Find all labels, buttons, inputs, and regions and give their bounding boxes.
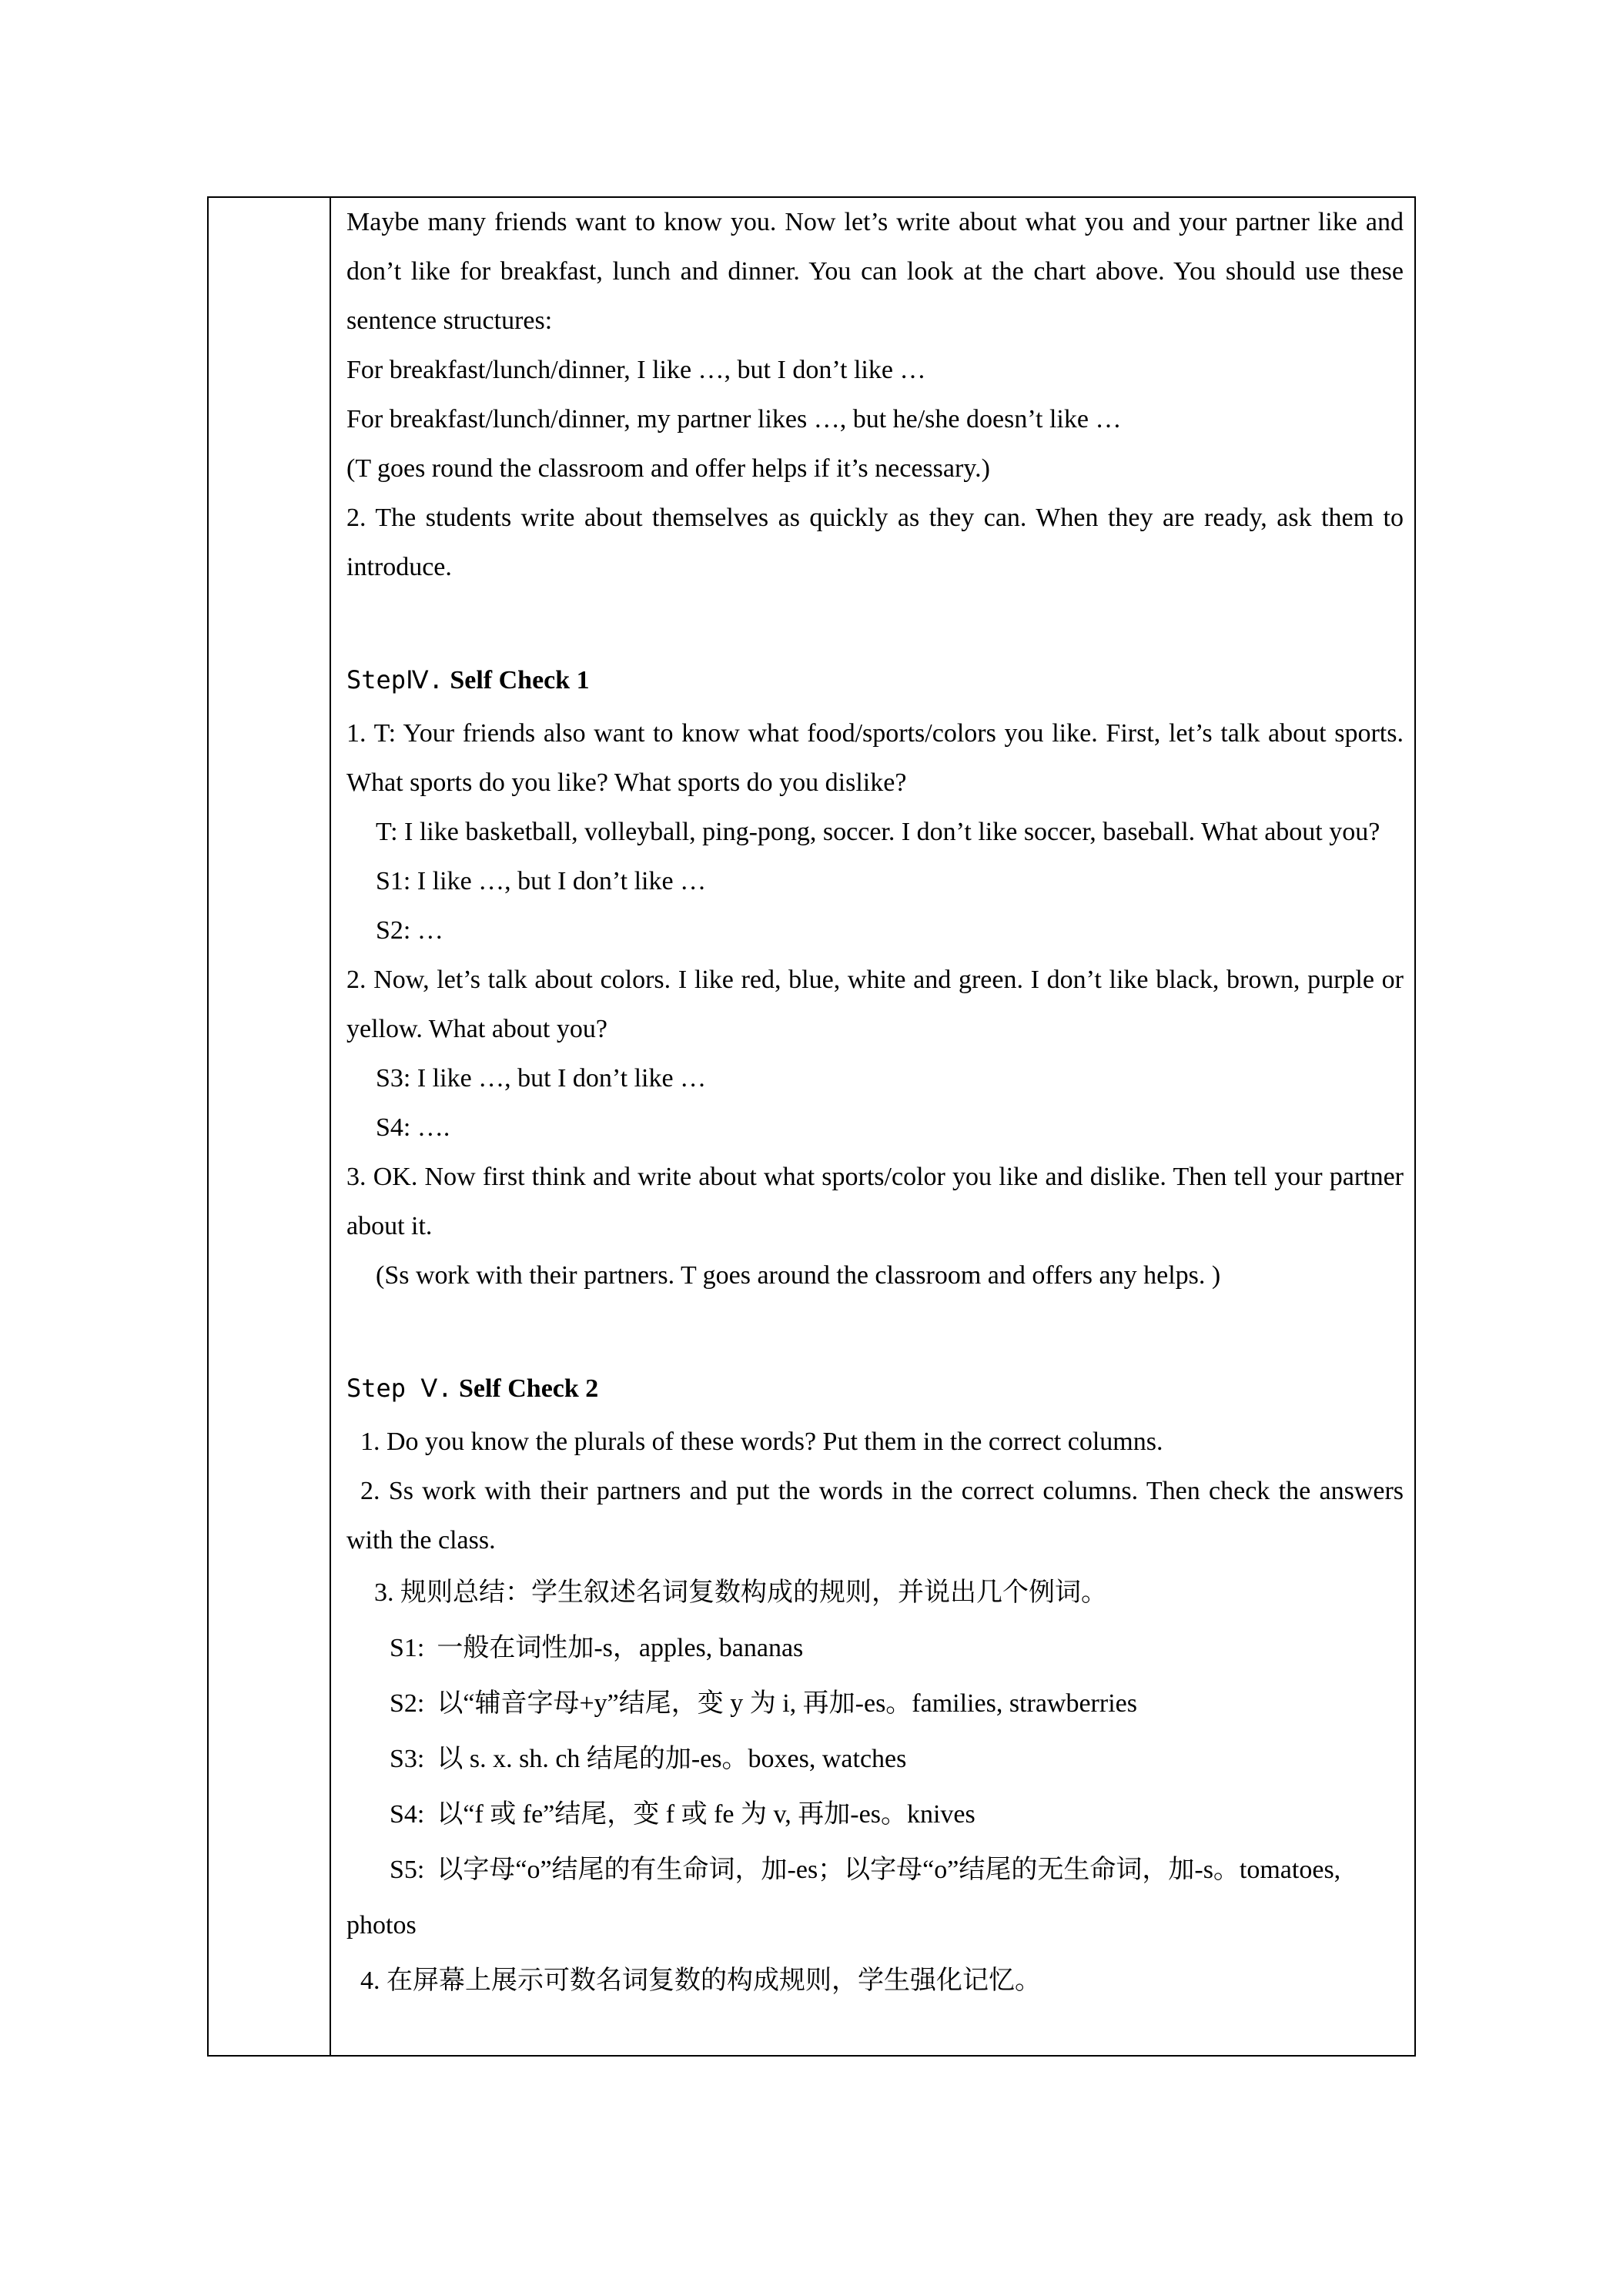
step-4-s2: S2: … bbox=[376, 916, 443, 945]
step-4-teacher-line: T: I like basketball, volleyball, ping-pong, soccer. I don’t like soccer, baseball. What about you? bbox=[376, 818, 1380, 846]
rule-text: 以字母“o”结尾的有生命词，加-es；以字母“o”结尾的无生命词，加-s。tomatoes, bbox=[437, 1856, 1341, 1884]
rule-s4 bbox=[346, 1787, 1404, 1842]
step-4-title: Self Check 1 bbox=[450, 666, 590, 694]
step-4-item-3: 3. OK. Now first think and write about what sports/color you like and dislike. Then tell your partner about it. bbox=[346, 1163, 1404, 1240]
section-spacer bbox=[346, 592, 1404, 651]
step-4-s1: S1: I like …, but I don’t like … bbox=[376, 867, 707, 895]
teacher-note: (T goes round the classroom and offer helps if it’s necessary.) bbox=[346, 454, 990, 483]
rule-s2 bbox=[346, 1676, 1404, 1732]
step-5-heading bbox=[346, 1359, 1404, 1417]
rule-label: S1: bbox=[390, 1634, 425, 1662]
step-5-item-1: 1. Do you know the plurals of these words? Put them in the correct columns. bbox=[360, 1427, 1163, 1456]
rule-s3 bbox=[346, 1732, 1404, 1787]
intro-paragraph: Maybe many friends want to know you. Now let’s write about what you and your partner like and don’t like for breakfast, lunch and dinner. You can look at the chart above. You should use these sentence structures: bbox=[346, 208, 1404, 335]
rule-label: S5: bbox=[390, 1856, 425, 1884]
step-4-item-1: 1. T: Your friends also want to know what food/sports/colors you like. First, let’s talk about sports. What sports do you like? What sports do you dislike? bbox=[346, 719, 1404, 797]
sentence-structure-2: For breakfast/lunch/dinner, my partner likes …, but he/she doesn’t like … bbox=[346, 405, 1122, 433]
step-4-item-2: 2. Now, let’s talk about colors. I like red, blue, white and green. I don’t like black, brown, purple or yellow. What about you? bbox=[346, 966, 1404, 1043]
rule-text: 以 s. x. sh. ch 结尾的加-es。boxes, watches bbox=[437, 1745, 907, 1773]
rule-label: S3: bbox=[390, 1745, 425, 1773]
left-column bbox=[209, 198, 331, 2055]
step-4-s3: S3: I like …, but I don’t like … bbox=[376, 1064, 707, 1093]
step-5-item-3: 3. 规则总结：学生叙述名词复数构成的规则，并说出几个例词。 bbox=[374, 1578, 1107, 1607]
rule-s1 bbox=[346, 1621, 1404, 1676]
section-spacer bbox=[346, 1300, 1404, 1359]
rule-s5 bbox=[346, 1842, 1404, 1898]
rule-text: 以“辅音字母+y”结尾，变 y 为 i, 再加-es。families, strawberries bbox=[437, 1689, 1137, 1718]
step-4-s4: S4: …. bbox=[376, 1113, 450, 1142]
step-4-label: StepⅣ. bbox=[346, 665, 443, 694]
sentence-structure-1: For breakfast/lunch/dinner, I like …, but I don’t like … bbox=[346, 356, 926, 384]
rule-s5-continuation: photos bbox=[346, 1911, 417, 1940]
step-5-title: Self Check 2 bbox=[458, 1374, 599, 1403]
intro-item-2: 2. The students write about themselves as quickly as they can. When they are ready, ask them to introduce. bbox=[346, 504, 1404, 581]
step-5-item-4: 4. 在屏幕上展示可数名词复数的构成规则，学生强化记忆。 bbox=[360, 1966, 1041, 1995]
rule-text: 一般在词性加-s，apples, bananas bbox=[437, 1634, 804, 1662]
step-5-item-2: 2. Ss work with their partners and put the words in the correct columns. Then check the answers with the class. bbox=[346, 1477, 1404, 1555]
rule-label: S2: bbox=[390, 1689, 425, 1718]
step-5-label: Step Ⅴ. bbox=[346, 1374, 453, 1403]
lesson-plan-table bbox=[207, 196, 1416, 2057]
rule-text: 以“f 或 fe”结尾，变 f 或 fe 为 v, 再加-es。knives bbox=[437, 1800, 975, 1829]
content-column bbox=[331, 198, 1414, 2055]
rule-label: S4: bbox=[390, 1800, 425, 1829]
step-4-note: (Ss work with their partners. T goes around the classroom and offers any helps. ) bbox=[376, 1261, 1221, 1290]
step-4-heading bbox=[346, 651, 1404, 709]
